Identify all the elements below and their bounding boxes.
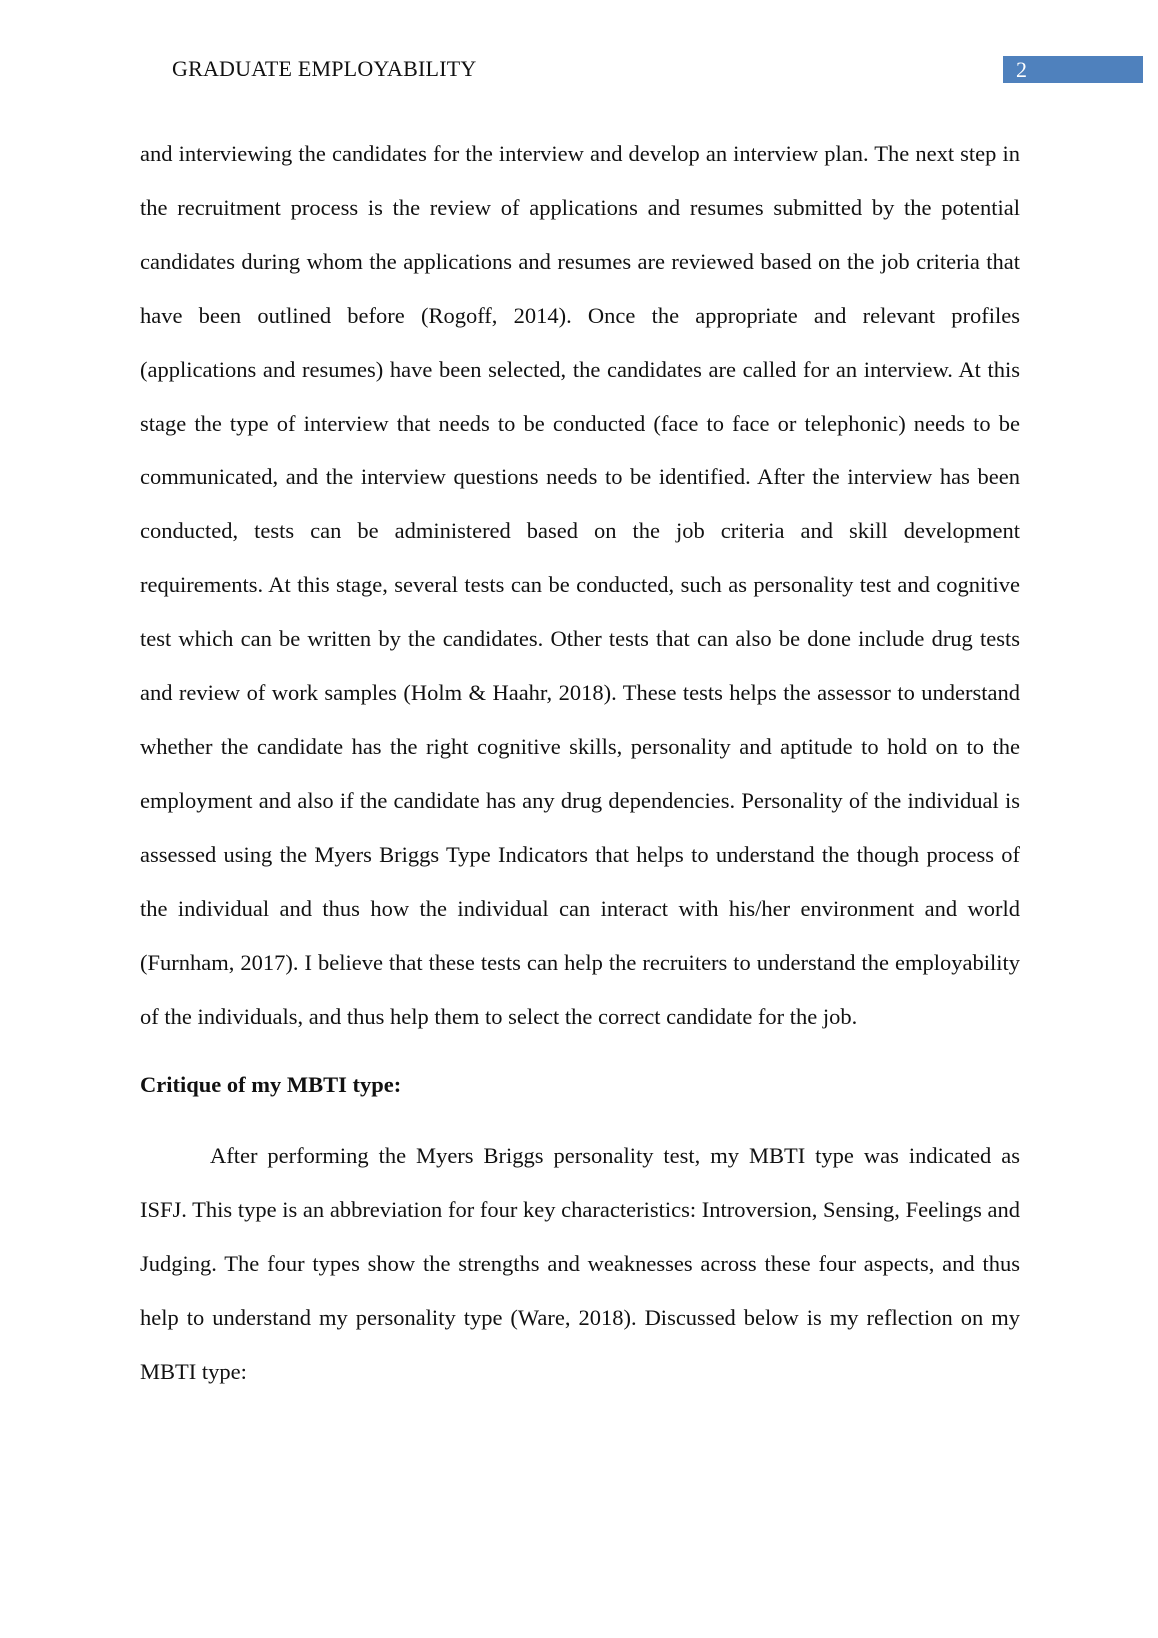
body-paragraph: After performing the Myers Briggs personality test, my MBTI type was indicated as ISFJ. This type is an abbreviation for four key characteristics: Introversion, Sensing, Feelings and Judging. The four types show the strengths and weaknesses across these four aspects, and thus help to understand my personality type (Ware, 2018). Discussed below is my reflection on my MBTI type: xyxy=(140,1143,1020,1384)
section-heading: Critique of my MBTI type: xyxy=(140,1072,402,1098)
body-paragraph: and interviewing the candidates for the interview and develop an interview plan. The next step in the recruitment process is the review of applications and resumes submitted by the potential candidates during whom the applications and resumes are reviewed based on the job criteria that have been outlined before (Rogoff, 2014). Once the appropriate and relevant profiles (applications and resumes) have been selected, the candidates are called for an interview. At this stage the type of interview that needs to be conducted (face to face or telephonic) needs to be communicated, and the interview questions needs to be identified. After the interview has been conducted, tests can be administered based on the job criteria and skill development requirements. At this stage, several tests can be conducted, such as personality test and cognitive test which can be written by the candidates. Other tests that can also be done include drug tests and review of work samples (Holm & Haahr, 2018). These tests helps the assessor to understand whether the candidate has the right cognitive skills, personality and aptitude to hold on to the employment and also if the candidate has any drug dependencies. Personality of the individual is assessed using the Myers Briggs Type Indicators that helps to understand the though process of the individual and thus how the individual can interact with his/her environment and world (Furnham, 2017). I believe that these tests can help the recruiters to understand the employability of the individuals, and thus help them to select the correct candidate for the job. xyxy=(140,141,1020,1029)
running-head: GRADUATE EMPLOYABILITY xyxy=(172,56,477,81)
document-body xyxy=(140,127,1020,1399)
page-number: 2 xyxy=(1003,56,1143,83)
